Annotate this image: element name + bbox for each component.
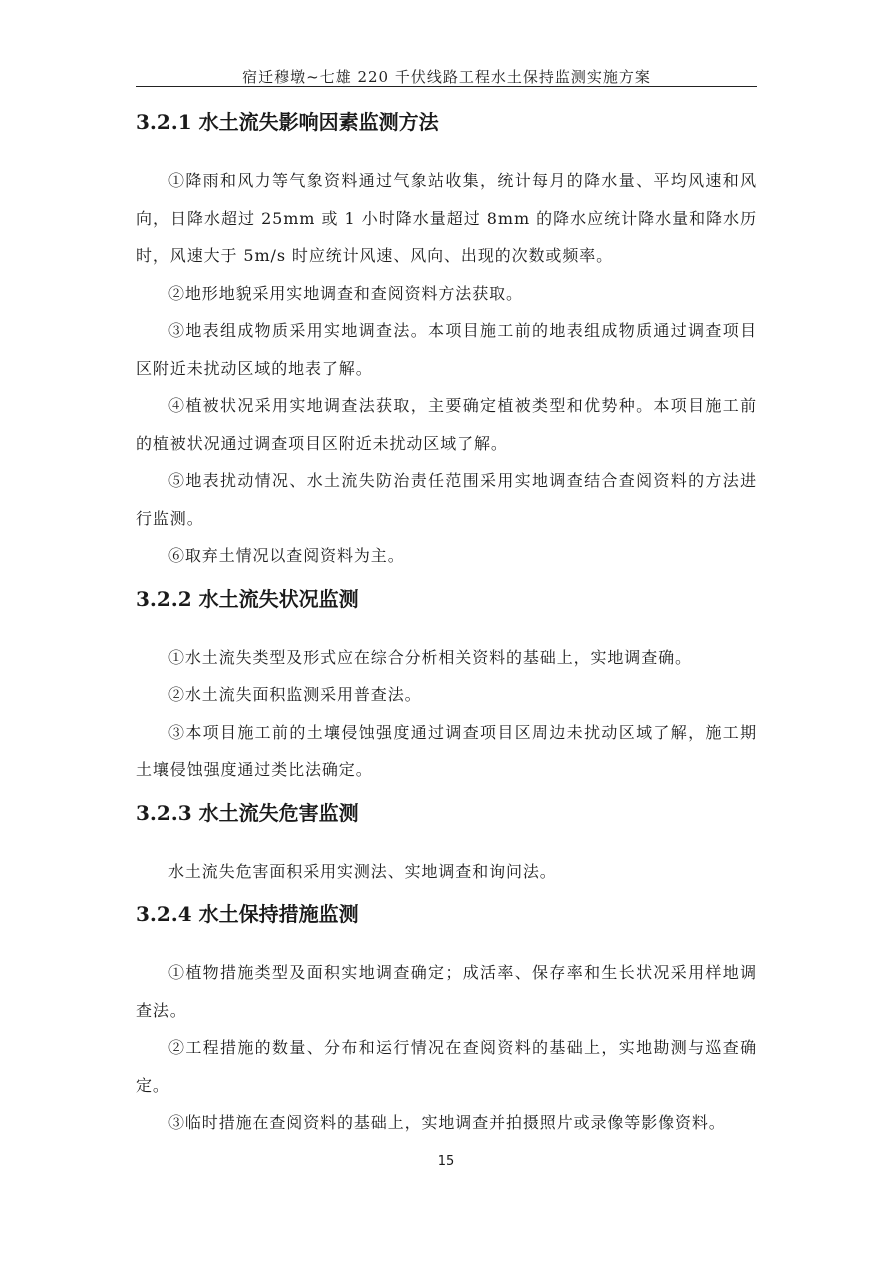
paragraph: ④植被状况采用实地调查法获取，主要确定植被类型和优势种。本项目施工前的植被状况通过调查项目区附近未扰动区域了解。	[136, 396, 757, 453]
paragraph: ②水土流失面积监测采用普查法。	[168, 685, 422, 704]
section-heading: 3.2.2 水土流失状况监测	[136, 586, 359, 611]
paragraph: ①植物措施类型及面积实地调查确定；成活率、保存率和生长状况采用样地调查法。	[136, 963, 757, 1020]
paragraph: ①降雨和风力等气象资料通过气象站收集，统计每月的降水量、平均风速和风向，日降水超过 25mm 或 1 小时降水量超过 8mm 的降水应统计降水量和降水历时，风速大于 5m/s 时应统计风速、风向、出现的次数或频率。	[136, 171, 757, 265]
paragraph: ③临时措施在查阅资料的基础上，实地调查并拍摄照片或录像等影像资料。	[168, 1113, 726, 1132]
document-body	[136, 104, 757, 1142]
section-3-2-2	[136, 581, 757, 789]
paragraph: ②工程措施的数量、分布和运行情况在查阅资料的基础上，实地勘测与巡查确定。	[136, 1038, 757, 1095]
section-heading: 3.2.4 水土保持措施监测	[136, 902, 359, 926]
paragraph: ③本项目施工前的土壤侵蚀强度通过调查项目区周边未扰动区域了解，施工期土壤侵蚀强度通过类比法确定。	[136, 722, 757, 779]
section-3-2-1	[136, 104, 757, 575]
running-header: 宿迁穆墩~七雄 220 千伏线路工程水土保持监测实施方案	[242, 68, 651, 86]
section-3-2-4	[136, 896, 757, 1142]
section-heading: 3.2.1 水土流失影响因素监测方法	[136, 110, 439, 134]
paragraph: ⑤地表扰动情况、水土流失防治责任范围采用实地调查结合查阅资料的方法进行监测。	[136, 471, 757, 528]
page-number: 15	[437, 1154, 455, 1169]
paragraph: 水土流失危害面积采用实测法、实地调查和询问法。	[168, 861, 557, 881]
paragraph: ③地表组成物质采用实地调查法。本项目施工前的地表组成物质通过调查项目区附近未扰动区域的地表了解。	[136, 321, 757, 378]
section-heading: 3.2.3 水土流失危害监测	[136, 800, 359, 825]
paragraph: ①水土流失类型及形式应在综合分析相关资料的基础上，实地调查确。	[168, 647, 692, 667]
paragraph: ⑥取弃土情况以查阅资料为主。	[168, 546, 405, 565]
paragraph: ②地形地貌采用实地调查和查阅资料方法获取。	[168, 283, 523, 303]
section-3-2-3	[136, 795, 757, 891]
header-divider	[136, 86, 757, 87]
